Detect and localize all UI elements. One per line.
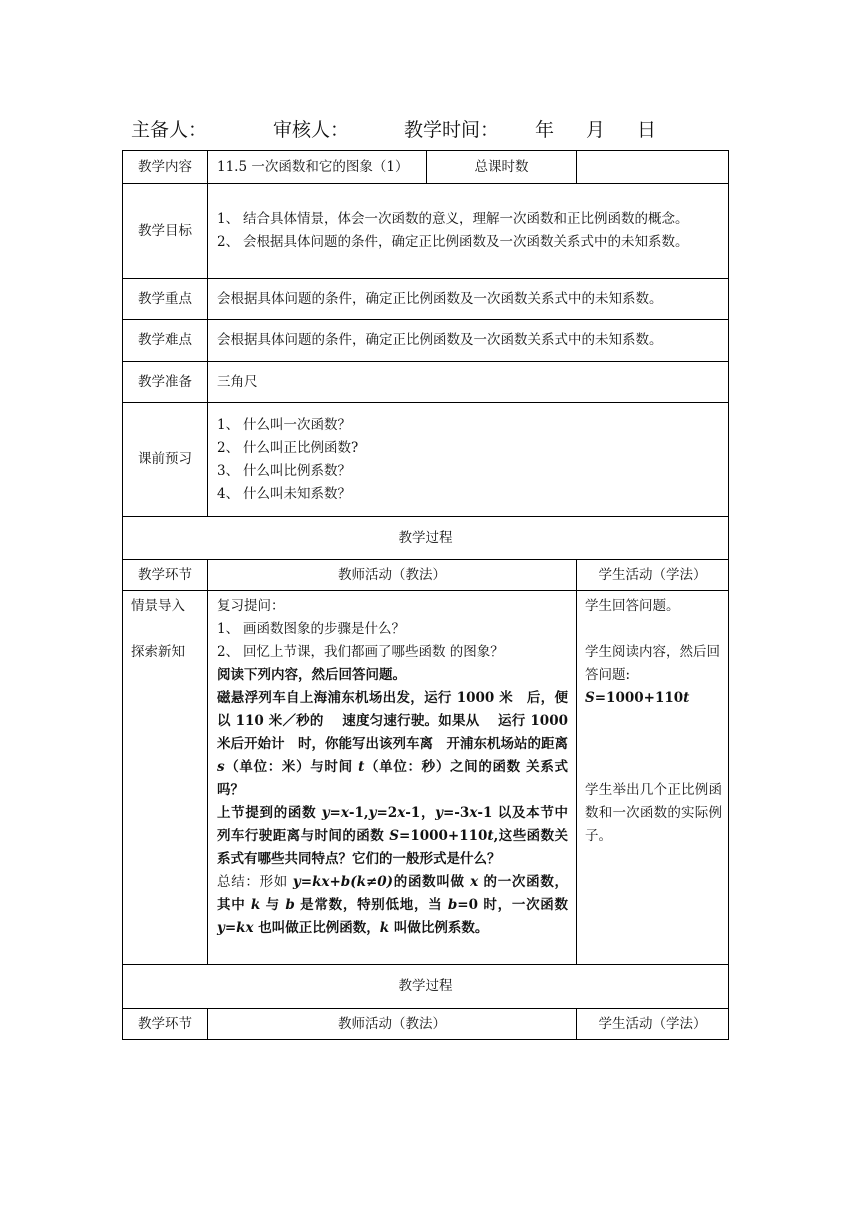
student-read: 学生阅读内容，然后回答问题: <box>585 644 720 683</box>
preview-item <box>217 460 722 483</box>
preview-number: 2、 <box>217 439 240 456</box>
stage-explore: 探索新知 <box>131 644 185 660</box>
goals-row <box>123 184 729 279</box>
summary-var: b <box>447 897 458 913</box>
summary-var: k <box>379 920 390 936</box>
stage-cell <box>123 591 208 965</box>
teacher-activity-cell <box>208 591 577 965</box>
preview-text: 什么叫比例系数？ <box>243 462 351 479</box>
maglev-problem <box>217 687 568 802</box>
summary-text: 也叫做正比例函数， <box>253 920 380 936</box>
var-s: s <box>217 759 225 775</box>
summary-text: =0 时，一次函数 <box>457 897 569 913</box>
teacher-column-header: 教师活动（教法） <box>208 560 577 591</box>
review-question-number: 2、 <box>217 644 240 660</box>
summary-text: 的函数叫做 <box>393 874 471 890</box>
formula-part: =1000+110 <box>594 690 684 706</box>
content-row <box>123 151 729 184</box>
student-answer: 学生回答问题。 <box>585 598 680 614</box>
preview-label: 课前预习 <box>123 403 208 517</box>
teacher-column-header-2: 教师活动（教法） <box>208 1009 577 1040</box>
summary-text: 总结：形如 <box>217 874 293 890</box>
goals-label: 教学目标 <box>123 184 208 279</box>
preview-item <box>217 437 722 460</box>
preview-list <box>208 414 728 506</box>
formula-part: y <box>368 805 377 821</box>
question-text: 上节提到的函数 <box>217 805 322 821</box>
student-formula <box>585 687 722 710</box>
formula-part: S <box>389 828 400 844</box>
preview-cell <box>208 403 729 517</box>
formula-part: -1 以及本节中列车行驶距离与时间的函数 <box>217 805 568 844</box>
process-title: 教学过程 <box>123 517 729 560</box>
formula-part: = <box>329 805 341 821</box>
problem-text: （单位：米）与时间 <box>224 759 359 775</box>
total-hours-label: 总课时数 <box>427 151 577 184</box>
goal-item <box>217 231 722 254</box>
review-question-number: 1、 <box>217 621 240 637</box>
student-column-header-2: 学生活动（学法） <box>577 1009 729 1040</box>
student-column-header: 学生活动（学法） <box>577 560 729 591</box>
difficulty-value: 会根据具体问题的条件，确定正比例函数及一次函数关系式中的未知系数。 <box>208 320 729 362</box>
student-examples: 学生举出几个正比例函数和一次函数的实际例子。 <box>585 782 722 844</box>
process-title-2: 教学过程 <box>123 965 729 1009</box>
summary-var: k <box>250 897 261 913</box>
stage-intro: 情景导入 <box>131 598 185 614</box>
problem-text: （单位：秒）之间的函数 关系式吗？ <box>217 759 569 798</box>
formula-part: y <box>435 805 443 821</box>
read-instruction: 阅读下列内容，然后回答问题。 <box>217 667 406 683</box>
goal-number: 1、 <box>217 211 240 227</box>
formula-part: t <box>487 828 494 844</box>
process-title-row-2 <box>123 965 729 1009</box>
formula-part: x <box>469 805 478 821</box>
process-content-row <box>123 591 729 965</box>
preview-row <box>123 403 729 517</box>
goal-text: 会根据具体问题的条件，确定正比例函数及一次函数关系式中的未知系数。 <box>243 234 689 250</box>
summary-text: 的一次函数，其中 <box>217 874 569 913</box>
formula-part: x <box>397 805 406 821</box>
goals-list <box>208 208 728 254</box>
summary-formula: y=kx <box>217 920 254 936</box>
preview-text: 什么叫未知系数？ <box>243 485 351 502</box>
formula-part: =1000+110 <box>399 828 488 844</box>
formula-part: =-3 <box>443 805 470 821</box>
preview-number: 4、 <box>217 485 240 502</box>
preparation-row <box>123 362 729 403</box>
preview-text: 什么叫一次函数？ <box>243 416 351 433</box>
process-header-row-2 <box>123 1009 729 1040</box>
stage-column-header-2: 教学环节 <box>123 1009 208 1040</box>
teaching-time-label: 教学时间： <box>404 119 500 141</box>
goal-item <box>217 208 722 231</box>
formula-part: y <box>321 805 330 821</box>
total-hours-value <box>577 151 729 184</box>
preview-number: 1、 <box>217 416 240 433</box>
goal-text: 结合具体情景，体会一次函数的意义，理解一次函数和正比例函数的概念。 <box>243 211 689 227</box>
difficulty-row <box>123 320 729 362</box>
preview-item <box>217 483 722 506</box>
review-question-text: 画函数图象的步骤是什么？ <box>243 621 405 637</box>
summary-formula: y=kx+b(k≠0) <box>292 874 394 890</box>
goals-cell <box>208 184 729 279</box>
reviewer-label: 审核人： <box>273 119 350 141</box>
goal-number: 2、 <box>217 234 240 250</box>
student-activity-cell <box>577 591 729 965</box>
month-label: 月 <box>586 119 606 141</box>
formula-part: x <box>340 805 349 821</box>
var-t: t <box>358 759 365 775</box>
summary-paragraph <box>217 871 568 940</box>
formula-part: S <box>585 690 595 706</box>
summary-text: 是常数，特别低地，当 <box>294 897 448 913</box>
content-label: 教学内容 <box>123 151 208 184</box>
problem-text: 磁悬浮列车自上海浦东机场出发，运行 1000 米 后，便以 110 米／秒的 速度匀速行驶。如果从 运行 1000 米后开始计 时，你能写出该列车离 开浦东机场站的距离 <box>217 690 568 752</box>
summary-var: b <box>285 897 295 913</box>
process-header-row <box>123 560 729 591</box>
document-header <box>131 115 771 145</box>
year-label: 年 <box>535 119 555 141</box>
lesson-plan-table <box>122 150 729 1040</box>
key-point-row <box>123 279 729 320</box>
summary-text: 与 <box>260 897 286 913</box>
process-title-row <box>123 517 729 560</box>
formula-part: =2 <box>376 805 398 821</box>
preview-number: 3、 <box>217 462 240 479</box>
summary-var: x <box>470 874 479 890</box>
question-text: ,这些函数关系式有哪些共同特点？它们的一般形式是什么？ <box>217 828 568 867</box>
review-heading: 复习提问： <box>217 598 285 614</box>
day-label: 日 <box>637 119 657 141</box>
review-question-2 <box>217 641 568 664</box>
formula-part: -1, <box>348 805 369 821</box>
review-question-text: 回忆上节课，我们都画了哪些函数 的图象？ <box>243 644 504 660</box>
difficulty-label: 教学难点 <box>123 320 208 362</box>
summary-text: 叫做比例系数。 <box>389 920 489 936</box>
formula-part: t <box>683 690 690 706</box>
review-question-1 <box>217 618 568 641</box>
student-activity <box>577 591 728 848</box>
preparation-value: 三角尺 <box>208 362 729 403</box>
teacher-activity <box>208 591 576 940</box>
key-point-value: 会根据具体问题的条件，确定正比例函数及一次函数关系式中的未知系数。 <box>208 279 729 320</box>
preparation-label: 教学准备 <box>123 362 208 403</box>
key-point-label: 教学重点 <box>123 279 208 320</box>
formula-part: -1， <box>405 805 436 821</box>
preview-item <box>217 414 722 437</box>
preview-text: 什么叫正比例函数? <box>243 439 359 456</box>
common-feature-question <box>217 802 568 871</box>
content-value: 11.5 一次函数和它的图象（1） <box>208 151 427 184</box>
stage-column-header: 教学环节 <box>123 560 208 591</box>
preparer-label: 主备人： <box>131 119 208 141</box>
